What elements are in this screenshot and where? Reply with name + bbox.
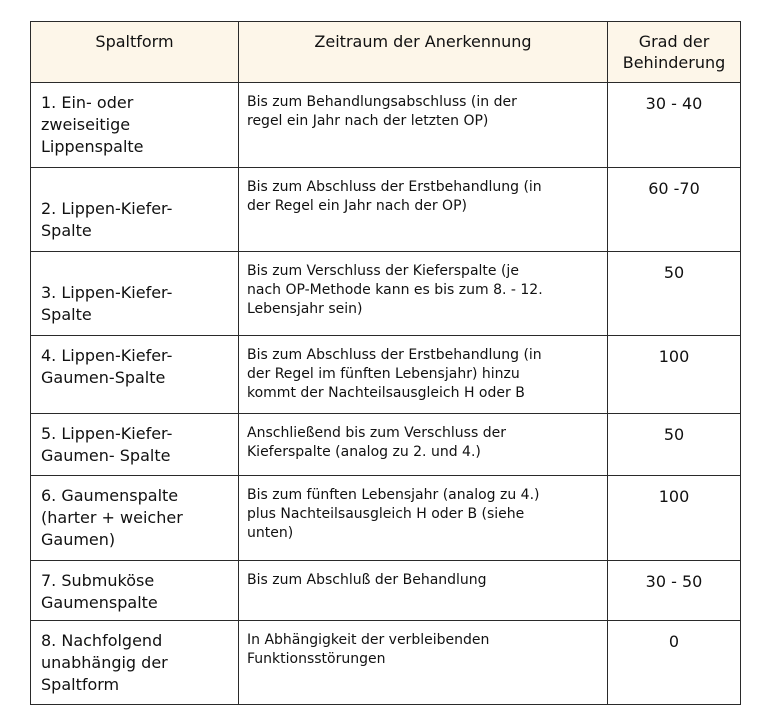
cell-form-line: zweiseitige xyxy=(41,115,131,134)
header-grade-line2: Behinderung xyxy=(622,53,726,72)
cell-period xyxy=(239,476,608,561)
cell-period-line: unten) xyxy=(247,525,294,541)
table-row xyxy=(31,252,741,336)
cell-form-line: Spaltform xyxy=(41,675,120,694)
cell-form-line: (harter + weicher xyxy=(41,508,183,527)
cell-period xyxy=(239,83,608,168)
cell-grade: 30 - 50 xyxy=(608,561,741,621)
cell-period-line: Bis zum Verschluss der Kieferspalte (je xyxy=(247,263,519,279)
cell-form-line: Spalte xyxy=(41,221,92,240)
header-period-label: Zeitraum der Anerkennung xyxy=(314,32,532,51)
cell-form-line: Lippenspalte xyxy=(41,137,144,156)
cell-period-line: Bis zum Abschluss der Erstbehandlung (in xyxy=(247,347,542,363)
cell-form xyxy=(31,414,239,476)
cell-form xyxy=(31,83,239,168)
cell-form-line: 8. Nachfolgend xyxy=(41,631,163,650)
cell-form-line: 2. Lippen-Kiefer- xyxy=(41,199,173,218)
table-row xyxy=(31,414,741,476)
cell-period-line: Bis zum Behandlungsabschluss (in der xyxy=(247,94,517,110)
cell-period-line: plus Nachteilsausgleich H oder B (siehe xyxy=(247,506,525,522)
cell-form-line: 3. Lippen-Kiefer- xyxy=(41,283,173,302)
header-grade xyxy=(608,22,741,83)
cell-period-line: Funktionsstörungen xyxy=(247,651,386,667)
cell-form xyxy=(31,561,239,621)
cell-grade: 0 xyxy=(608,621,741,705)
cell-form-line: 5. Lippen-Kiefer- xyxy=(41,424,173,443)
cell-period xyxy=(239,561,608,621)
header-form-label: Spaltform xyxy=(95,32,174,51)
cell-period xyxy=(239,252,608,336)
cell-form-line: unabhängig der xyxy=(41,653,168,672)
cell-period xyxy=(239,621,608,705)
cell-form-line: 4. Lippen-Kiefer- xyxy=(41,346,173,365)
header-period xyxy=(239,22,608,83)
header-grade-line1: Grad der xyxy=(638,32,710,51)
cell-period-line: der Regel im fünften Lebensjahr) hinzu xyxy=(247,366,520,382)
cell-form xyxy=(31,252,239,336)
cell-period-line: der Regel ein Jahr nach der OP) xyxy=(247,198,467,214)
cell-grade: 30 - 40 xyxy=(608,83,741,168)
cell-form-line: Gaumen-Spalte xyxy=(41,368,166,387)
cell-form xyxy=(31,336,239,414)
cell-period-line: Kieferspalte (analog zu 2. und 4.) xyxy=(247,444,481,460)
cell-form-line: 1. Ein- oder xyxy=(41,93,134,112)
cell-form-line: Gaumen- Spalte xyxy=(41,446,171,465)
cell-grade: 50 xyxy=(608,414,741,476)
table-row xyxy=(31,621,741,705)
cell-period-line: Bis zum Abschluß der Behandlung xyxy=(247,572,487,588)
cell-form-line: Spalte xyxy=(41,305,92,324)
cell-period-line: regel ein Jahr nach der letzten OP) xyxy=(247,113,489,129)
cell-period xyxy=(239,336,608,414)
table-header-row xyxy=(31,22,741,83)
cell-period-line: Lebensjahr sein) xyxy=(247,301,363,317)
table-row xyxy=(31,83,741,168)
cell-period-line: kommt der Nachteilsausgleich H oder B xyxy=(247,385,525,401)
cell-form xyxy=(31,621,239,705)
cell-period-line: Bis zum Abschluss der Erstbehandlung (in xyxy=(247,179,542,195)
cell-grade: 60 -70 xyxy=(608,168,741,252)
cell-period xyxy=(239,168,608,252)
disability-table xyxy=(30,21,741,705)
cell-form-line: Gaumenspalte xyxy=(41,593,158,612)
cell-form xyxy=(31,476,239,561)
cell-grade: 50 xyxy=(608,252,741,336)
cell-period-line: Anschließend bis zum Verschluss der xyxy=(247,425,506,441)
cell-grade: 100 xyxy=(608,476,741,561)
cell-form-line: 7. Submuköse xyxy=(41,571,155,590)
cell-grade: 100 xyxy=(608,336,741,414)
cell-period-line: Bis zum fünften Lebensjahr (analog zu 4.) xyxy=(247,487,540,503)
cell-form-line: 6. Gaumenspalte xyxy=(41,486,179,505)
table-row xyxy=(31,336,741,414)
cell-period-line: nach OP-Methode kann es bis zum 8. - 12. xyxy=(247,282,543,298)
table-row xyxy=(31,561,741,621)
cell-period-line: In Abhängigkeit der verbleibenden xyxy=(247,632,490,648)
cell-form xyxy=(31,168,239,252)
header-form xyxy=(31,22,239,83)
cell-form-line: Gaumen) xyxy=(41,530,116,549)
table-row xyxy=(31,476,741,561)
table-row xyxy=(31,168,741,252)
cell-period xyxy=(239,414,608,476)
